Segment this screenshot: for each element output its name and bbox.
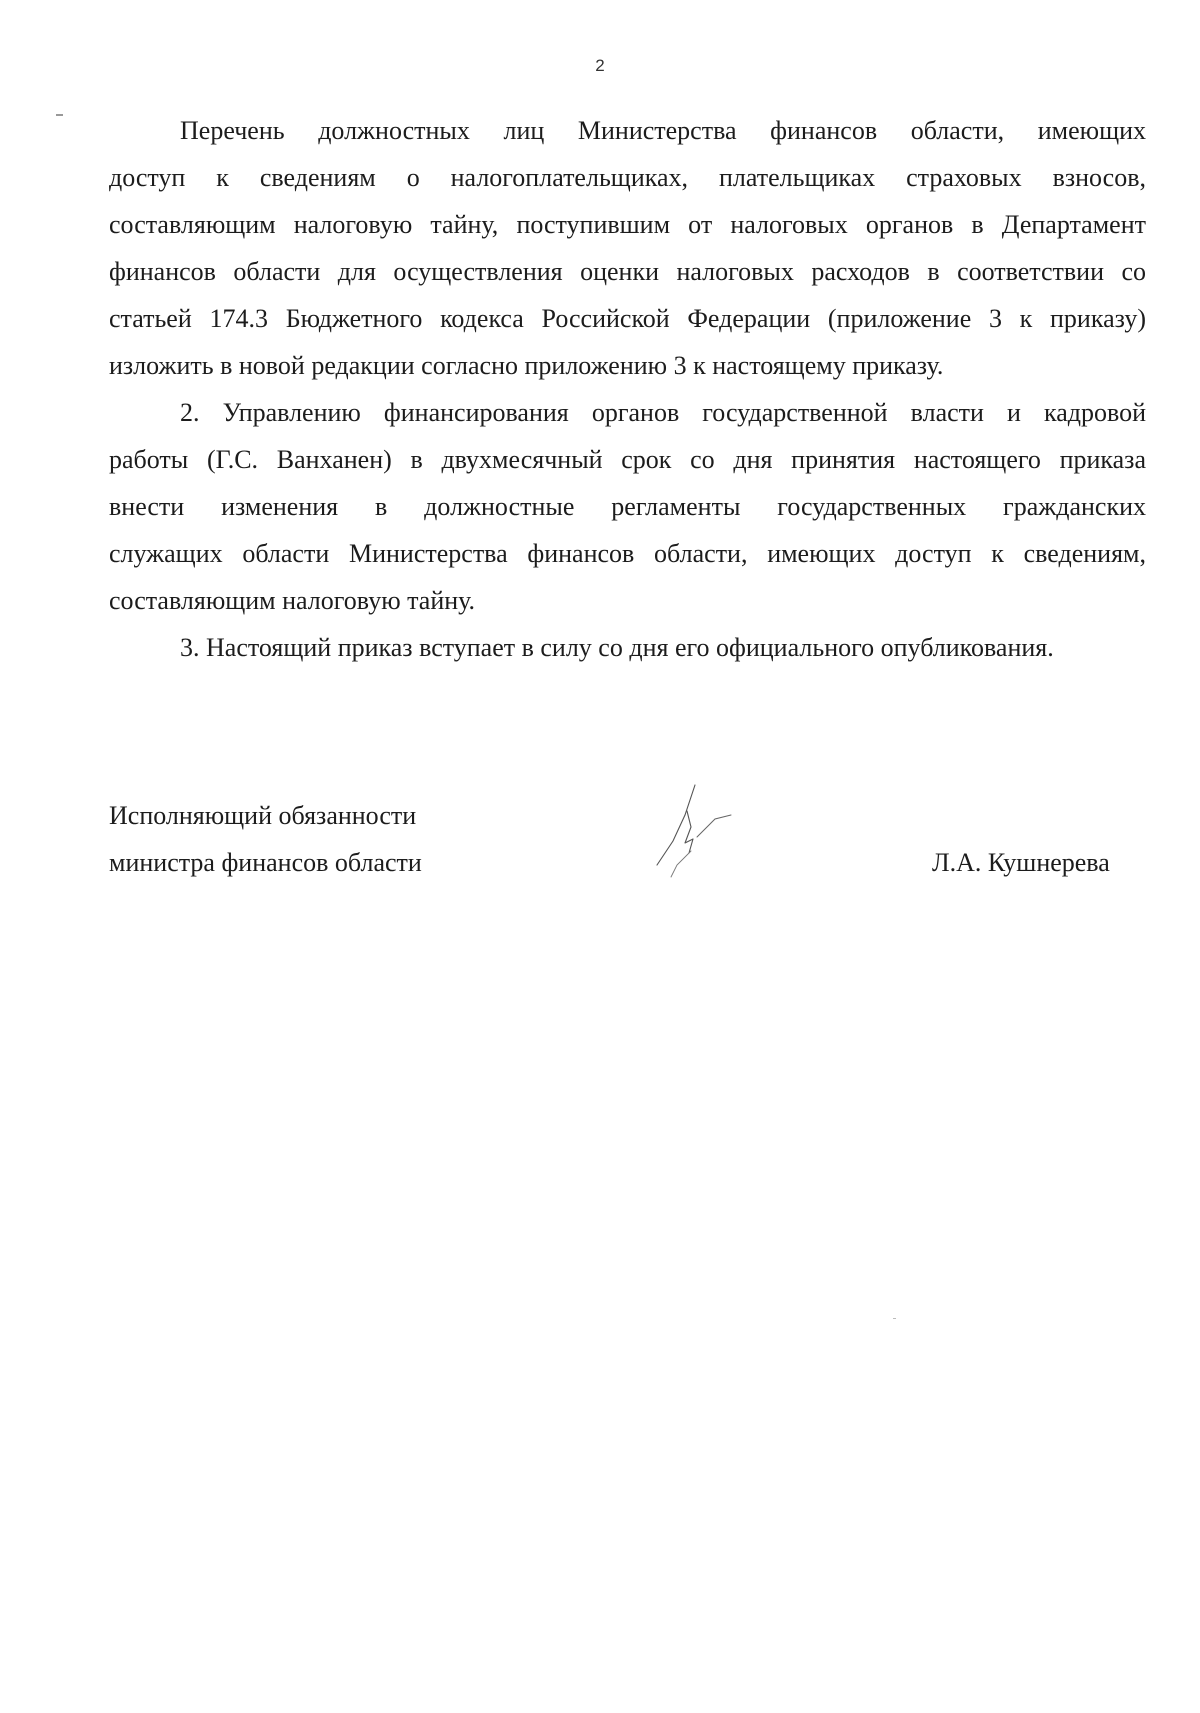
text-line: изложить в новой редакции согласно приложению 3 к настоящему приказу. — [109, 351, 944, 380]
paragraph-item-2 — [109, 389, 1146, 624]
text-line: 3. Настоящий приказ вступает в силу со дня его официального опубликования. — [180, 633, 1054, 662]
text-line: статьей 174.3 Бюджетного кодекса Российской Федерации (приложение 3 к приказу) — [109, 304, 1146, 333]
signer-name: Л.А. Кушнерева — [932, 848, 1110, 877]
scan-artifact-mark — [56, 114, 63, 116]
text-line: служащих области Министерства финансов области, имеющих доступ к сведениям, — [109, 539, 1146, 568]
signer-position-line-1: Исполняющий обязанности — [109, 801, 417, 830]
signer-position-line-2: министра финансов области — [109, 848, 422, 877]
scan-artifact-dot — [893, 1318, 896, 1319]
text-line: доступ к сведениям о налогоплательщиках, плательщиках страховых взносов, — [109, 163, 1146, 192]
text-line: составляющим налоговую тайну, поступившим от налоговых органов в Департамент — [109, 210, 1146, 239]
text-line: 2. Управлению финансирования органов государственной власти и кадровой — [180, 398, 1146, 427]
signer-position — [109, 792, 422, 886]
document-body — [109, 107, 1146, 671]
text-line: составляющим налоговую тайну. — [109, 586, 476, 615]
page-number: 2 — [595, 56, 605, 75]
handwritten-signature — [651, 781, 736, 881]
paragraph-staff-list — [109, 107, 1146, 389]
text-line: работы (Г.С. Ванханен) в двухмесячный срок со дня принятия настоящего приказа — [109, 445, 1146, 474]
text-line: внести изменения в должностные регламенты государственных гражданских — [109, 492, 1146, 521]
text-line: финансов области для осуществления оценки налоговых расходов в соответствии со — [109, 257, 1146, 286]
paragraph-item-3 — [109, 624, 1146, 671]
text-line: Перечень должностных лиц Министерства финансов области, имеющих — [180, 116, 1146, 145]
